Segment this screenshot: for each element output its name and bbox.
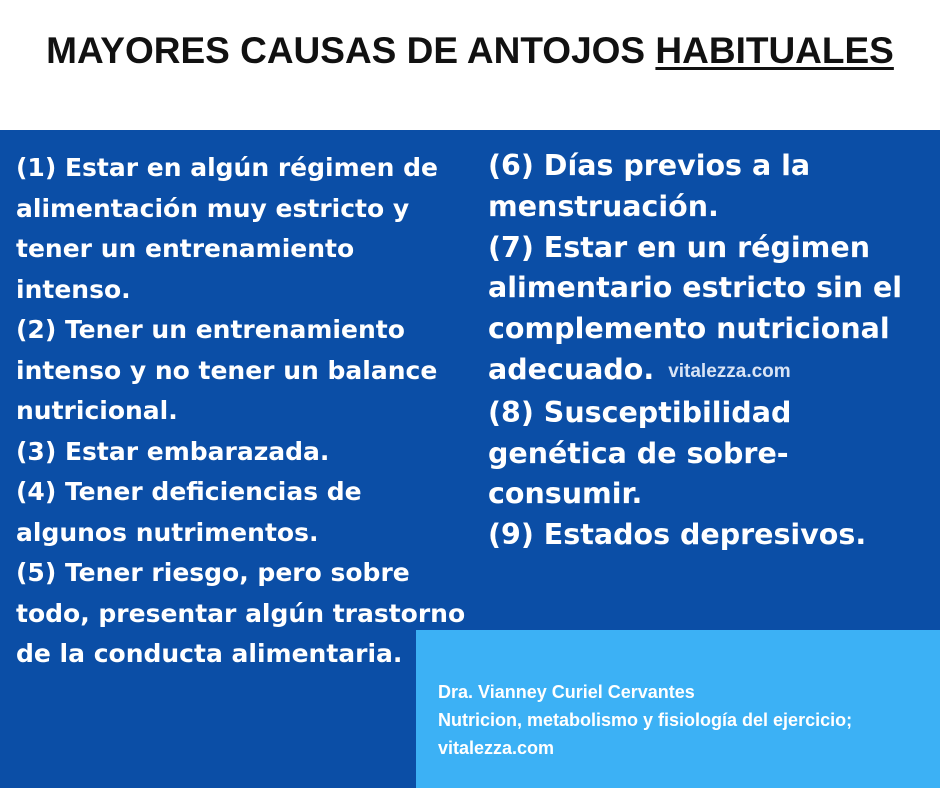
credit-specialty: Nutricion, metabolismo y fisiología del ejercicio; — [438, 710, 853, 730]
cause-item-7 — [488, 228, 933, 393]
causes-left-column — [16, 148, 466, 675]
watermark: vitalezza.com — [668, 360, 791, 382]
cause-item-3: (3) Estar embarazada. — [16, 436, 330, 466]
cause-item-2: (2) Tener un entrenamiento intenso y no tener un balance nutricional. — [16, 315, 438, 425]
cause-item-1: (1) Estar en algún régimen de alimentación muy estricto y tener un entrenamiento intenso. — [16, 153, 438, 304]
cause-item-7-text: (7) Estar en un régimen alimentario estricto sin el complemento nutricional adecuado. — [488, 230, 903, 386]
page-title — [0, 30, 940, 72]
credit-name: Dra. Vianney Curiel Cervantes — [438, 682, 695, 702]
cause-item-4: (4) Tener deficiencias de algunos nutrimentos. — [16, 477, 362, 547]
credit-website: vitalezza.com — [438, 738, 555, 758]
cause-item-8: (8) Susceptibilidad genética de sobre-consumir. — [488, 395, 792, 511]
cause-item-6: (6) Días previos a la menstruación. — [488, 149, 811, 223]
title-prefix: MAYORES CAUSAS DE ANTOJOS — [46, 30, 646, 71]
causes-right-column — [488, 146, 933, 556]
credit-text — [438, 678, 938, 762]
title-underlined: HABITUALES — [655, 30, 894, 71]
cause-item-5: (5) Tener riesgo, pero sobre todo, presentar algún trastorno de la conducta alimentaria. — [16, 558, 466, 668]
cause-item-9: (9) Estados depresivos. — [488, 518, 867, 552]
